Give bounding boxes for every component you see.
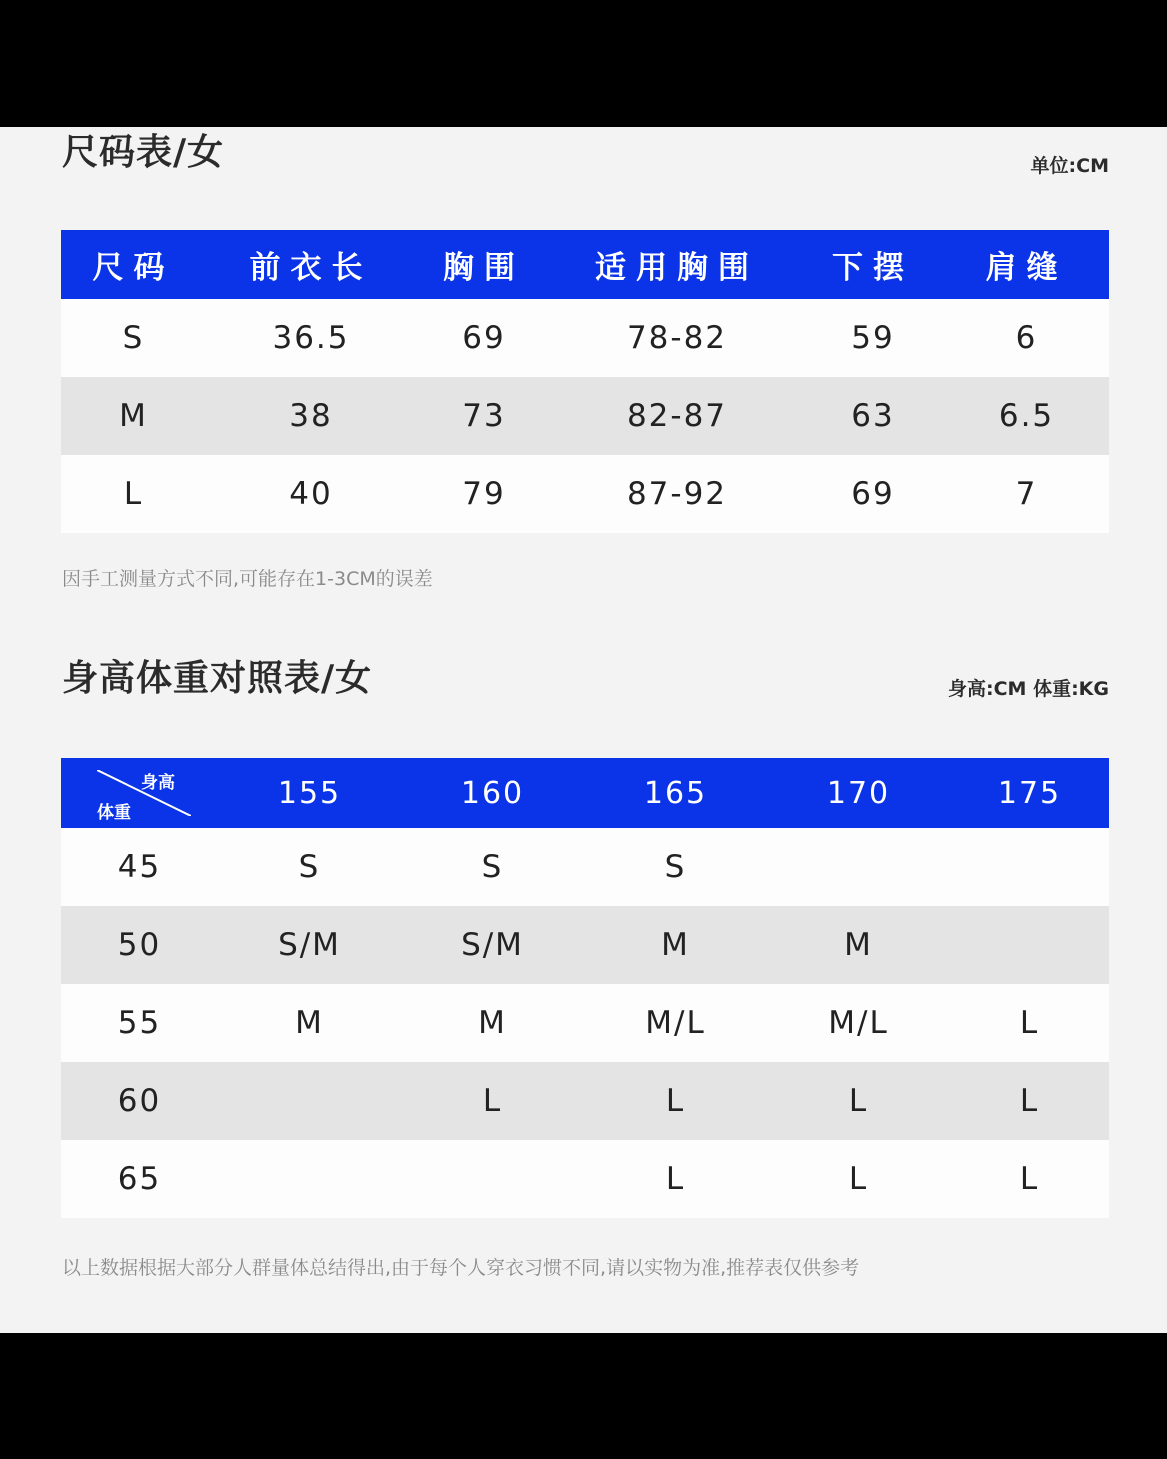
weight-cell: 60	[61, 1062, 218, 1140]
table-cell: 36.5	[206, 299, 416, 377]
table-cell: S/M	[218, 906, 401, 984]
table-row	[61, 828, 1109, 906]
table-cell: M/L	[767, 984, 950, 1062]
height-header-cell: 170	[767, 758, 950, 828]
table-cell: 87-92	[552, 455, 802, 533]
height-axis-label: 身高	[141, 773, 175, 793]
table-cell: L	[401, 1062, 584, 1140]
table-cell: 7	[944, 455, 1109, 533]
weight-cell: 45	[61, 828, 218, 906]
table-cell: S	[401, 828, 584, 906]
table-cell: L	[950, 1140, 1109, 1218]
table-row	[61, 377, 1109, 455]
corner-header-cell	[61, 758, 218, 828]
table-cell: S	[584, 828, 767, 906]
size-chart-unit: 单位:CM	[1030, 155, 1109, 177]
table-cell: M	[767, 906, 950, 984]
fit-chart-unit: 身高:CM 体重:KG	[948, 678, 1109, 700]
size-header-cell: 前衣长	[206, 230, 416, 299]
height-header-cell: 160	[401, 758, 584, 828]
height-header-cell: 175	[950, 758, 1109, 828]
fit-chart-header-row	[61, 758, 1109, 828]
size-chart-note: 因手工测量方式不同,可能存在1-3CM的误差	[62, 568, 433, 590]
weight-cell: 50	[61, 906, 218, 984]
height-header-cell: 155	[218, 758, 401, 828]
table-cell: L	[584, 1140, 767, 1218]
table-row	[61, 906, 1109, 984]
table-cell: M/L	[584, 984, 767, 1062]
weight-cell: 65	[61, 1140, 218, 1218]
table-cell: M	[218, 984, 401, 1062]
fit-chart-note: 以上数据根据大部分人群量体总结得出,由于每个人穿衣习惯不同,请以实物为准,推荐表仅供参考	[62, 1257, 860, 1279]
weight-cell: 55	[61, 984, 218, 1062]
table-cell: 59	[802, 299, 944, 377]
table-cell: 38	[206, 377, 416, 455]
table-cell	[401, 1140, 584, 1218]
size-header-cell: 适用胸围	[552, 230, 802, 299]
table-cell: 63	[802, 377, 944, 455]
table-cell: 69	[802, 455, 944, 533]
table-cell: 73	[416, 377, 552, 455]
table-cell: 40	[206, 455, 416, 533]
size-chart-title: 尺码表/女	[62, 132, 225, 173]
size-header-cell: 胸围	[416, 230, 552, 299]
table-cell: S	[61, 299, 206, 377]
table-cell: M	[61, 377, 206, 455]
table-cell: L	[61, 455, 206, 533]
table-row	[61, 984, 1109, 1062]
table-cell	[218, 1062, 401, 1140]
size-chart-header-row	[61, 230, 1109, 299]
table-cell: 6.5	[944, 377, 1109, 455]
table-cell: S/M	[401, 906, 584, 984]
table-row	[61, 1140, 1109, 1218]
table-cell: M	[584, 906, 767, 984]
table-cell	[950, 906, 1109, 984]
fit-chart-table	[61, 758, 1109, 1218]
table-cell: L	[950, 984, 1109, 1062]
table-cell: S	[218, 828, 401, 906]
table-row	[61, 1062, 1109, 1140]
table-cell	[218, 1140, 401, 1218]
size-header-cell: 尺码	[61, 230, 206, 299]
table-cell: L	[584, 1062, 767, 1140]
size-header-cell: 下摆	[802, 230, 944, 299]
table-cell	[767, 828, 950, 906]
size-chart-table	[61, 230, 1109, 533]
table-cell: 82-87	[552, 377, 802, 455]
fit-chart-title: 身高体重对照表/女	[62, 658, 373, 699]
size-guide-sheet	[0, 127, 1167, 1333]
table-cell	[950, 828, 1109, 906]
table-cell: 79	[416, 455, 552, 533]
table-cell: L	[767, 1062, 950, 1140]
table-cell: 6	[944, 299, 1109, 377]
table-cell: L	[950, 1062, 1109, 1140]
table-row	[61, 455, 1109, 533]
size-header-cell: 肩缝	[944, 230, 1109, 299]
height-header-cell: 165	[584, 758, 767, 828]
weight-axis-label: 体重	[97, 803, 131, 823]
table-cell: L	[767, 1140, 950, 1218]
table-cell: 78-82	[552, 299, 802, 377]
table-cell: 69	[416, 299, 552, 377]
table-row	[61, 299, 1109, 377]
table-cell: M	[401, 984, 584, 1062]
